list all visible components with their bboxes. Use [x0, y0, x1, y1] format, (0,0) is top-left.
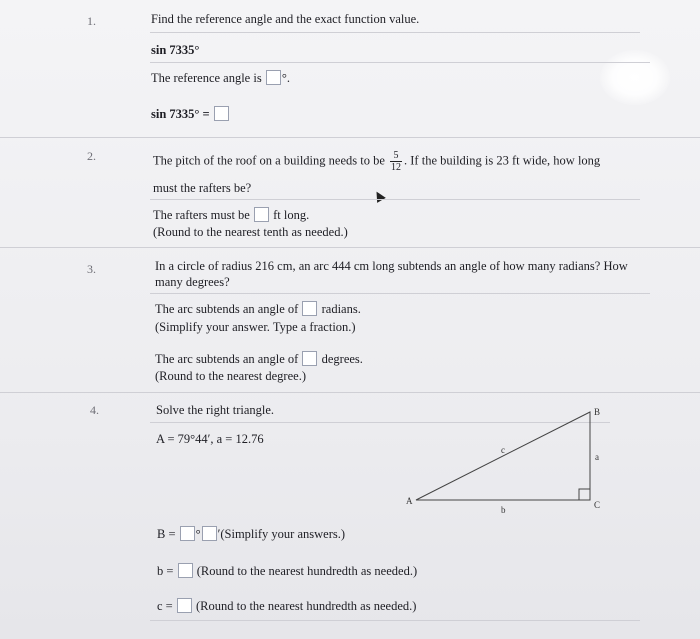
degree-suffix: °. — [281, 71, 290, 85]
fraction-denominator: 12 — [391, 162, 402, 173]
degrees-label: The arc subtends an angle of — [155, 352, 299, 366]
problem-divider — [0, 392, 700, 393]
vertex-label-B: B — [594, 407, 601, 417]
rafters-input[interactable] — [254, 207, 269, 222]
radians-input[interactable] — [302, 301, 317, 316]
prompt-start: The pitch of the roof on a building needs to be — [153, 153, 385, 168]
problem-1-number: 1. — [87, 14, 96, 28]
problem-1-value-row — [151, 106, 230, 122]
degrees-unit: degrees. — [321, 352, 363, 366]
vertex-label-C: C — [594, 500, 601, 510]
photo-glare — [600, 50, 670, 105]
mouse-cursor-icon — [372, 189, 386, 203]
problem-1-reference-row — [151, 70, 290, 86]
reference-angle-label: The reference angle is — [151, 71, 262, 85]
problem-3-degrees-row — [155, 351, 363, 367]
B-label: B = — [157, 527, 176, 541]
radians-unit: radians. — [321, 302, 361, 316]
B-degrees-input[interactable] — [180, 526, 195, 541]
vertex-label-A: A — [406, 496, 413, 506]
triangle-shape — [416, 412, 590, 500]
c-label: c = — [157, 599, 173, 613]
problem-4-prompt: Solve the right triangle. — [156, 403, 275, 417]
problem-2-prompt — [153, 150, 600, 173]
problem-2-number: 2. — [87, 149, 96, 163]
problem-3-number: 3. — [87, 262, 96, 276]
divider — [150, 293, 650, 294]
degrees-input[interactable] — [302, 351, 317, 366]
problem-2-hint: (Round to the nearest tenth as needed.) — [153, 225, 348, 239]
side-label-c: c — [501, 445, 505, 455]
problem-3-prompt-line1: In a circle of radius 216 cm, an arc 444 cm long subtends an angle of how many radians? How — [155, 259, 628, 273]
function-value-label: sin 7335° = — [151, 107, 210, 121]
answer-c-row — [157, 598, 416, 614]
prompt-end: . If the building is 23 ft wide, how long — [404, 153, 601, 168]
rafters-unit: ft long. — [273, 208, 310, 222]
radians-label: The arc subtends an angle of — [155, 302, 299, 316]
problem-4-number: 4. — [90, 403, 99, 417]
fraction-numerator: 5 — [390, 150, 402, 162]
answer-B-row — [157, 526, 345, 542]
divider — [150, 199, 640, 200]
problem-2-answer-row — [153, 207, 309, 223]
function-value-input[interactable] — [214, 106, 229, 121]
problem-3-prompt-line2: many degrees? — [155, 275, 230, 289]
c-hint: (Round to the nearest hundredth as needed.) — [195, 599, 417, 613]
degrees-hint: (Round to the nearest degree.) — [155, 369, 306, 383]
answer-b-row — [157, 563, 417, 579]
rafters-label: The rafters must be — [153, 208, 250, 222]
problem-divider — [0, 247, 700, 248]
right-angle-marker — [579, 489, 590, 500]
radians-hint: (Simplify your answer. Type a fraction.) — [155, 320, 356, 334]
side-label-a: a — [595, 452, 599, 462]
reference-angle-input[interactable] — [266, 70, 281, 85]
B-degree-symbol: ° — [195, 527, 201, 541]
side-label-b: b — [501, 505, 506, 515]
b-input[interactable] — [178, 563, 193, 578]
divider — [150, 32, 640, 33]
problem-divider — [0, 137, 700, 138]
divider — [150, 62, 650, 63]
problem-4-given: A = 79°44′, a = 12.76 — [156, 432, 264, 446]
b-label: b = — [157, 564, 174, 578]
pitch-fraction — [390, 150, 402, 173]
divider — [150, 620, 640, 621]
B-hint: ′(Simplify your answers.) — [217, 527, 346, 541]
problem-1-prompt: Find the reference angle and the exact function value. — [151, 12, 420, 26]
c-input[interactable] — [177, 598, 192, 613]
b-hint: (Round to the nearest hundredth as needed.) — [196, 564, 418, 578]
problem-2-prompt-line2: must the rafters be? — [153, 181, 252, 195]
problem-1-expression: sin 7335° — [151, 43, 200, 57]
problem-3-radians-row — [155, 301, 361, 317]
B-minutes-input[interactable] — [202, 526, 217, 541]
right-triangle-diagram — [400, 400, 615, 520]
